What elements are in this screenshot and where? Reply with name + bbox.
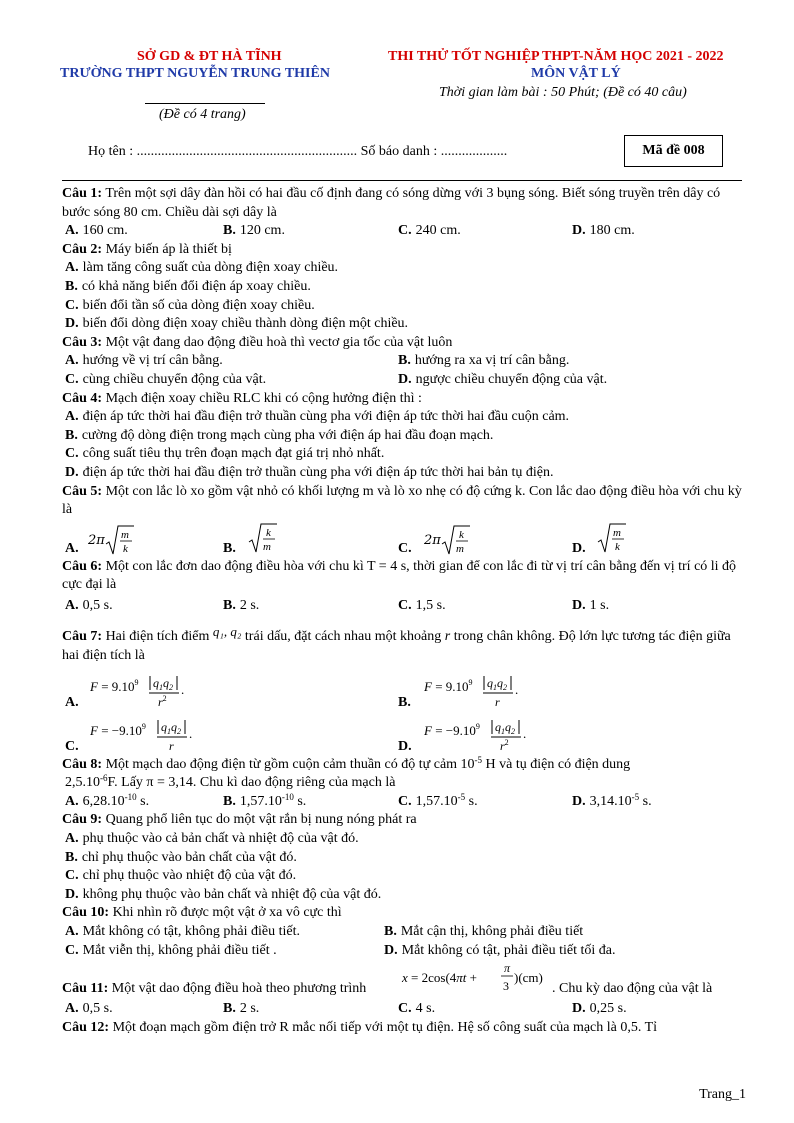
question-7-options-ab: A. $F = 9.10^9$ $q_1q_2$ $r^2$ . B. $F = 9.10^9$ $q_1q_2$ r .	[62, 670, 746, 712]
svg-text:k: k	[266, 526, 271, 539]
svg-text:q1q2: $q_1q_2$	[495, 719, 515, 736]
svg-text:m: m	[263, 540, 271, 553]
q11-option-c: 4 s.	[415, 1001, 436, 1017]
question-12: Câu 12: Một đoạn mạch gồm điện trở R mắc nối tiếp với một tụ điện. Hệ số công suất của mạch là 0,5. Tỉ	[62, 1019, 658, 1035]
q3-option-d: ngược chiều chuyển động của vật.	[415, 371, 608, 387]
page-number: Trang_1	[699, 1087, 746, 1102]
svg-text:F = 9.109: $F = 9.10^9$	[424, 677, 473, 694]
svg-text:3: 3	[503, 979, 509, 994]
q2-option-a: A. làm tăng công suất của dòng điện xoay chiều.	[65, 260, 339, 276]
q2-option-b: B. có khả năng biến đổi điện áp xoay chiều.	[65, 278, 311, 294]
q11-option-b: 2 s.	[239, 1001, 260, 1017]
q1-option-a: 160 cm.	[82, 223, 128, 239]
question-6-options: A. 0,5 s. B. 2 s. C. 1,5 s. D. 1 s.	[65, 597, 610, 613]
q2-option-d: D. biến đổi dòng điện xoay chiều thành dòng điện một chiều.	[65, 316, 409, 332]
question-9: Câu 9: Quang phổ liên tục do một vật rắn bị nung nóng phát ra	[62, 812, 417, 828]
question-5-options: A. 2π m k B. k m C. 2π k m D. m k	[62, 520, 746, 558]
q11-option-d: 0,25 s.	[589, 1001, 627, 1017]
name-label: Họ tên :	[88, 144, 137, 159]
q8-option-b: $1,57.10^{-10}$ s.	[239, 791, 307, 809]
q5-option-d-formula	[597, 522, 627, 556]
question-11-options: A. 0,5 s. B. 2 s. C. 4 s. D. 0,25 s.	[65, 1001, 627, 1017]
question-1-options: A. 160 cm. B. 120 cm. C. 240 cm. D. 180 cm.	[65, 223, 635, 239]
exam-code-box: Mã đề 008	[624, 135, 723, 167]
question-7-options-cd: C. $F = -9.10^9$ $q_1q_2$ r . D. $F = -9.10^9$ $q_1q_2$ $r^2$ .	[62, 714, 746, 756]
svg-text:F = 9.109: $F = 9.10^9$	[90, 677, 139, 694]
q7-option-b	[424, 670, 544, 710]
page-count-note: (Đề có 4 trang)	[159, 107, 246, 122]
student-info-line	[88, 143, 507, 162]
question-10-options-cd: C. Mắt viễn thị, không phải điều tiết . D. Mắt không có tật, phải điều tiết tối đa.	[65, 942, 616, 958]
svg-text:q1q2: $q_1q_2$	[153, 675, 173, 692]
q7-charges: q₁, q₂	[212, 624, 242, 640]
q5-option-a: 2π m k	[88, 524, 135, 558]
q8-option-c: $1,57.10^{-5}$ s.	[415, 791, 478, 809]
svg-text:r: r	[169, 738, 174, 753]
q4-option-b: B. cường độ dòng điện trong mạch cùng pha với điện áp hai đầu đoạn mạch.	[65, 427, 494, 443]
school-name: TRƯỜNG THPT NGUYỄN TRUNG THIÊN	[60, 66, 330, 81]
question-2: Câu 2: Máy biến áp là thiết bị	[62, 241, 232, 257]
q11-option-a: 0,5 s.	[82, 1001, 113, 1017]
q4-option-a: A. điện áp tức thời hai đầu điện trở thuần cùng pha với điện áp tức thời hai đầu cuộn cảm.	[65, 409, 570, 425]
svg-text:m: m	[613, 526, 621, 539]
q5-option-d	[597, 522, 627, 562]
question-3-options-ab: A. hướng về vị trí cân bằng. B. hướng ra xa vị trí cân bằng.	[65, 353, 570, 369]
q5-option-b-formula	[248, 522, 278, 556]
name-dots: ...............................................................	[136, 144, 358, 159]
svg-text:.: .	[515, 681, 519, 697]
svg-text:.: .	[523, 725, 527, 741]
svg-text:m: m	[120, 528, 129, 541]
question-4: Câu 4: Mạch điện xoay chiều RLC khi có cộng hưởng điện thì :	[62, 390, 422, 406]
q2-option-c: C. biến đổi tần số của dòng điện xoay chiều.	[65, 297, 315, 313]
svg-text:r: r	[495, 694, 500, 709]
q8-option-a: $6,28.10^{-10}$ s.	[82, 791, 150, 809]
question-11: Câu 11: Một vật dao động điều hoà theo phương trình x = 2cos(4πt + π 3 )(cm) . Chu kỳ dao động của vật là	[62, 960, 746, 1000]
q6-option-b: 2 s.	[239, 597, 260, 613]
q9-option-d: D. không phụ thuộc vào bản chất và nhiệt độ của vật đó.	[65, 886, 382, 902]
candidate-number-label: Số báo danh :	[360, 144, 441, 159]
question-10-options-ab: A. Mắt không có tật, không phải điều tiết. B. Mắt cận thị, không phải điều tiết	[65, 924, 584, 939]
q8-option-d: $3,14.10^{-5}$ s.	[589, 791, 652, 809]
candidate-number-dots: ...................	[440, 144, 508, 159]
q3-option-c: cùng chiều chuyển động của vật.	[82, 371, 267, 387]
q7-option-a	[90, 670, 210, 710]
question-3: Câu 3: Một vật đang dao động điều hoà thì vectơ gia tốc của vật luôn	[62, 334, 453, 350]
question-7: Câu 7: Hai điện tích điểm q₁, q₂ trái dấu, đặt cách nhau một khoảng r trong chân không. Độ lớn lực tương tác điện giữa hai điện tích là	[62, 624, 731, 664]
svg-text:.: .	[181, 681, 185, 697]
time-info: Thời gian làm bài : 50 Phút; (Đề có 40 câu)	[439, 85, 687, 100]
svg-text:.: .	[189, 725, 193, 741]
svg-text:m: m	[455, 542, 464, 555]
question-10: Câu 10: Khi nhìn rõ được một vật ở xa vô cực thì	[62, 905, 342, 921]
question-6: Câu 6: Một con lắc đơn dao động điều hòa với chu kì T = 4 s, thời gian để con lắc đi từ vị trí cân bằng đến vị trí có li độ cực đại là	[62, 558, 737, 593]
svg-text:x = 2cos(4πt +: x = 2cos(4πt +	[402, 970, 477, 986]
question-8: Câu 8: Một mạch dao động điện từ gồm cuộn cảm thuần có độ tự cảm $10^{-5}$ H và tụ điện có điện dung	[62, 754, 631, 772]
q10-option-c: Mắt viễn thị, không phải điều tiết .	[82, 942, 277, 958]
q10-option-b: Mắt cận thị, không phải điều tiết	[400, 924, 584, 939]
svg-text:k: k	[122, 542, 128, 555]
q6-option-d: 1 s.	[589, 597, 610, 613]
q5-option-a-formula	[105, 524, 135, 558]
q7-option-d	[424, 714, 554, 754]
q1-option-c: 240 cm.	[415, 223, 461, 239]
svg-text:F = −9.109: $F = -9.10^9$	[90, 721, 146, 738]
svg-text:q1q2: $q_1q_2$	[487, 675, 507, 692]
question-5: Câu 5: Một con lắc lò xo gồm vật nhỏ có khối lượng m và lò xo nhẹ có độ cứng k. Con lắc dao động điều hòa với chu kỳ là	[62, 483, 742, 518]
svg-text:F = −9.109: $F = -9.10^9$	[424, 721, 480, 738]
svg-text:)(cm): )(cm)	[514, 970, 543, 986]
q5-option-b	[248, 522, 278, 562]
header-rule	[62, 180, 742, 181]
q3-option-a: hướng về vị trí cân bằng.	[82, 353, 223, 369]
exam-title: THI THỬ TỐT NGHIỆP THPT-NĂM HỌC 2021 - 2022	[388, 49, 724, 64]
q7-option-c	[90, 714, 220, 754]
svg-text:r2: $r^2$	[500, 737, 509, 753]
q6-option-c: 1,5 s.	[415, 597, 446, 613]
question-8-options: A. $6,28.10^{-10}$ s. B. $1,57.10^{-10}$ s. C. $1,57.10^{-5}$ s. D. $3,14.10^{-5}$ s.	[65, 791, 652, 809]
svg-text:q1q2: $q_1q_2$	[161, 719, 181, 736]
department-name: SỞ GD & ĐT HÀ TĨNH	[137, 49, 282, 64]
q11-equation	[400, 960, 552, 1000]
svg-text:k: k	[458, 528, 464, 541]
q1-option-b: 120 cm.	[239, 223, 285, 239]
svg-text:π: π	[504, 961, 511, 976]
q3-option-b: hướng ra xa vị trí cân bằng.	[414, 353, 570, 369]
q9-option-a: A. phụ thuộc vào cả bản chất và nhiệt độ của vật đó.	[65, 831, 359, 847]
questions	[62, 185, 746, 1037]
question-1: Câu 1: Trên một sợi dây đàn hồi có hai đầu cố định đang có sóng dừng với 3 bụng sóng. Biết sóng truyền trên dây có bước sóng 80 cm. Chiều dài sợi dây là	[62, 186, 721, 220]
q10-option-d: Mắt không có tật, phải điều tiết tối đa.	[401, 942, 616, 958]
svg-text:k: k	[615, 540, 620, 553]
q4-option-d: D. điện áp tức thời hai đầu điện trở thuần cùng pha với điện áp tức thời hai bản tụ điện.	[65, 464, 554, 480]
header-divider	[145, 103, 265, 104]
question-8-cont: $2,5.10^{-6}F$. Lấy π = 3,14. Chu kì dao động riêng của mạch là	[65, 773, 396, 791]
q4-option-c: C. công suất tiêu thụ trên đoạn mạch đạt giá trị nhỏ nhất.	[65, 446, 385, 462]
q1-option-d: 180 cm.	[589, 223, 635, 239]
q9-option-b: B. chỉ phụ thuộc vào bản chất của vật đó.	[65, 849, 297, 865]
q9-option-c: C. chỉ phụ thuộc vào nhiệt độ của vật đó.	[65, 868, 297, 884]
question-3-options-cd: C. cùng chiều chuyển động của vật. D. ngược chiều chuyển động của vật.	[65, 371, 608, 387]
q6-option-a: 0,5 s.	[82, 597, 113, 613]
subject-title: MÔN VẬT LÝ	[531, 66, 621, 81]
q10-option-a: Mắt không có tật, không phải điều tiết.	[82, 924, 300, 939]
q5-option-c: 2π k m	[424, 524, 471, 558]
svg-text:r2: $r^2$	[158, 693, 167, 709]
q5-option-c-formula	[441, 524, 471, 558]
